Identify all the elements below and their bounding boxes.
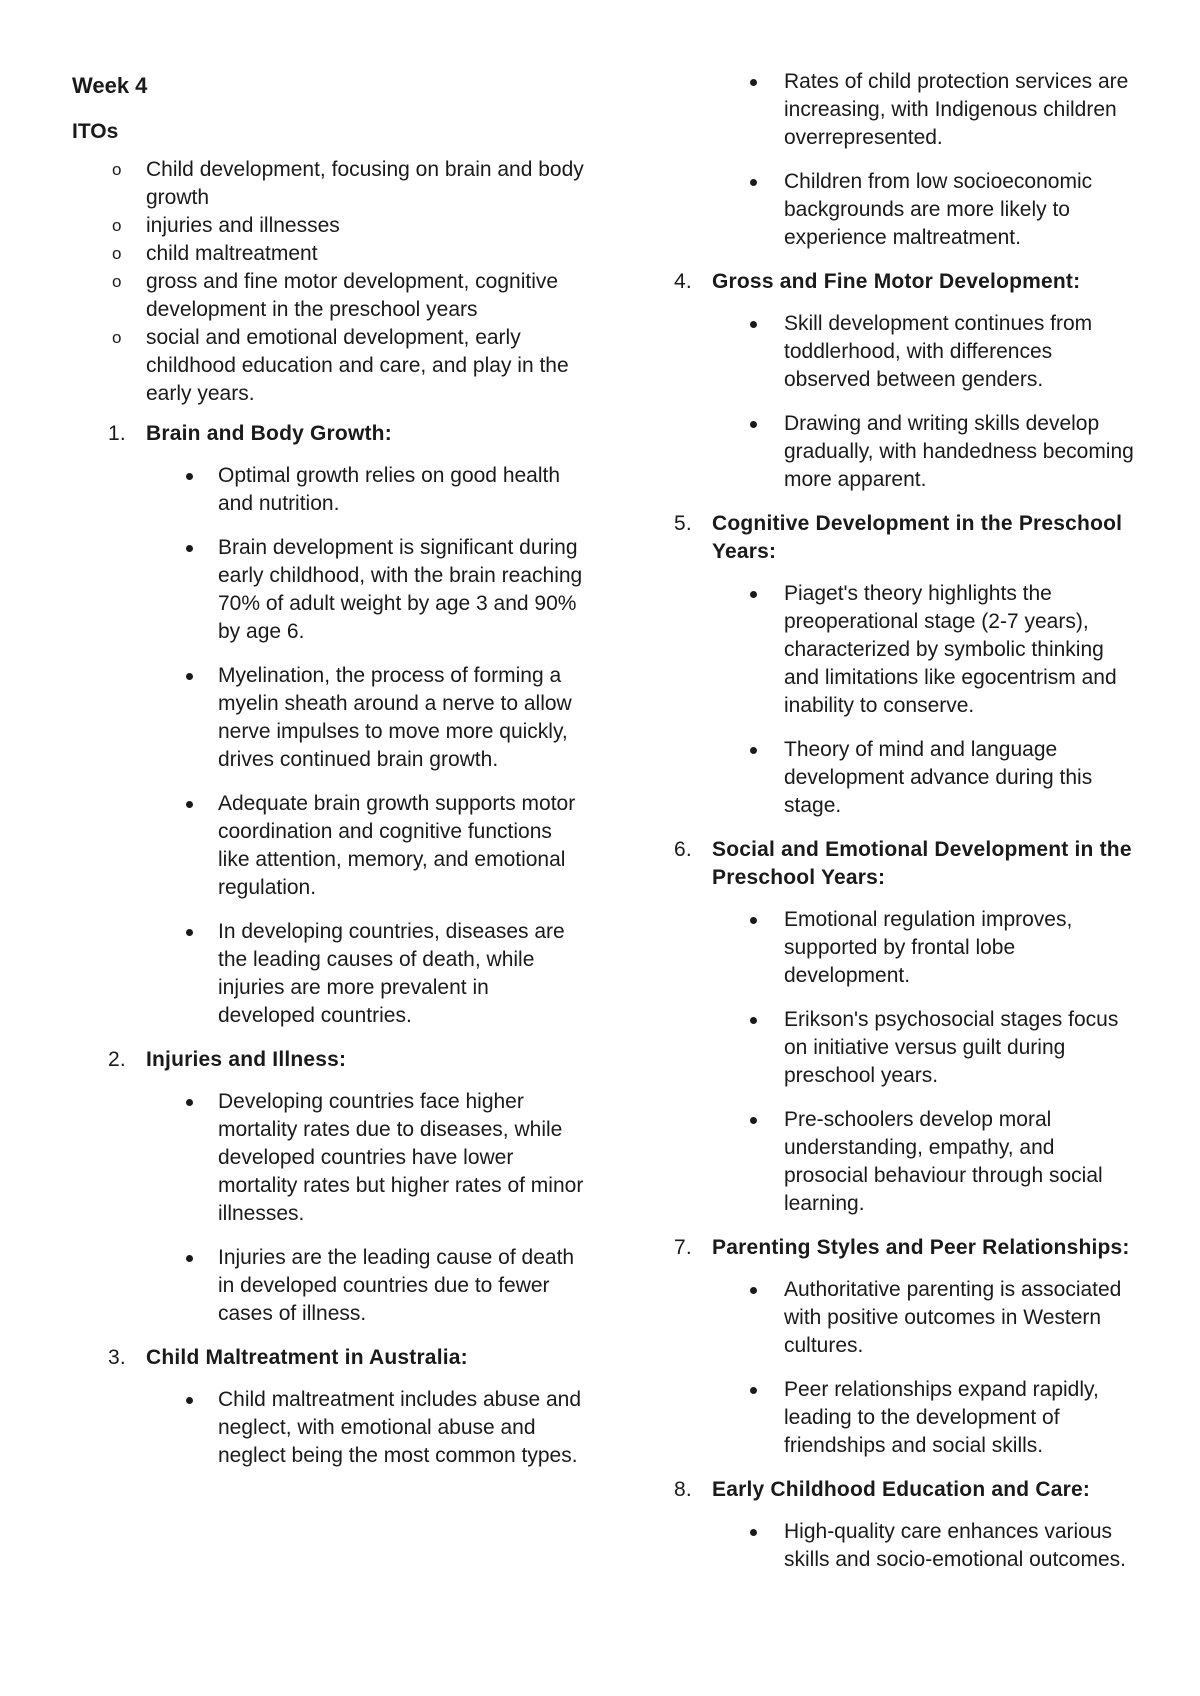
bullet-icon [750,1529,757,1536]
itos-list [72,156,592,408]
bullet-list [72,1386,592,1470]
list-item: Piaget's theory highlights the preoperational stage (2-7 years), characterized by symbolic thinking and limitations like egocentrism and inability to conserve. [672,580,1142,720]
section-heading [672,836,1142,892]
bullet-icon [186,929,193,936]
list-item: Myelination, the process of forming a myelin sheath around a nerve to allow nerve impulses to move more quickly, drives continued brain growth. [72,662,592,774]
list-item: High-quality care enhances various skills and socio-emotional outcomes. [672,1518,1142,1574]
list-item: Skill development continues from toddlerhood, with differences observed between genders. [672,310,1142,394]
bullet-icon [750,1117,757,1124]
section-heading [672,268,1142,296]
section-heading [672,1476,1142,1504]
section-title: Child Maltreatment in Australia: [146,1346,468,1369]
itos-item: o social and emotional development, early childhood education and care, and play in the early years. [112,326,569,405]
bullet-list [672,68,1142,252]
right-column [672,68,1142,1590]
section-title: Social and Emotional Development in the Preschool Years: [712,838,1132,889]
section-heading [72,420,592,448]
section-parenting-peers [672,1234,1142,1460]
bullet-icon [750,421,757,428]
bullet-list [672,580,1142,820]
section-heading [72,1344,592,1372]
bullet-icon [750,917,757,924]
section-number: 8. [674,1478,692,1501]
bullet-icon [750,591,757,598]
bullet-list [672,906,1142,1218]
section-child-maltreatment [72,1344,592,1470]
list-item: Injuries are the leading cause of death in developed countries due to fewer cases of illness. [72,1244,592,1328]
bullet-icon [750,1387,757,1394]
section-number: 1. [108,422,126,445]
section-child-maltreatment-continued [672,68,1142,252]
list-item: Developing countries face higher mortality rates due to diseases, while developed countries have lower mortality rates but higher rates of minor illnesses. [72,1088,592,1228]
section-number: 6. [674,838,692,861]
hollow-bullet-icon: o [112,328,122,347]
list-item: Brain development is significant during early childhood, with the brain reaching 70% of adult weight by age 3 and 90% by age 6. [72,534,592,646]
section-heading [672,1234,1142,1262]
section-title: Gross and Fine Motor Development: [712,270,1081,293]
bullet-icon [186,1397,193,1404]
section-title: Brain and Body Growth: [146,422,392,445]
bullet-list [672,1276,1142,1460]
section-title: Parenting Styles and Peer Relationships: [712,1236,1130,1259]
list-item: Erikson's psychosocial stages focus on initiative versus guilt during preschool years. [672,1006,1142,1090]
list-item: Optimal growth relies on good health and nutrition. [72,462,592,518]
hollow-bullet-icon: o [112,244,122,263]
list-item: Adequate brain growth supports motor coordination and cognitive functions like attention, memory, and emotional regulation. [72,790,592,902]
list-item: Peer relationships expand rapidly, leading to the development of friendships and social skills. [672,1376,1142,1460]
section-number: 5. [674,512,692,535]
section-cognitive-development [672,510,1142,820]
list-item: Pre-schoolers develop moral understanding, empathy, and prosocial behaviour through social learning. [672,1106,1142,1218]
list-item: Drawing and writing skills develop gradually, with handedness becoming more apparent. [672,410,1142,494]
section-number: 4. [674,270,692,293]
bullet-list [672,1518,1142,1574]
list-item: Authoritative parenting is associated with positive outcomes in Western cultures. [672,1276,1142,1360]
section-title: Early Childhood Education and Care: [712,1478,1091,1501]
itos-item: o Child development, focusing on brain and body growth [112,158,584,209]
bullet-list [72,1088,592,1328]
section-brain-body-growth [72,420,592,1030]
bullet-icon [750,1017,757,1024]
list-item: In developing countries, diseases are the leading causes of death, while injuries are more prevalent in developed countries. [72,918,592,1030]
bullet-icon [186,1099,193,1106]
bullet-icon [186,473,193,480]
bullet-icon [750,321,757,328]
bullet-icon [186,545,193,552]
section-number: 7. [674,1236,692,1259]
itos-item: o gross and fine motor development, cognitive development in the preschool years [112,270,559,321]
page-title: Week 4 [72,73,148,98]
section-number: 3. [108,1346,126,1369]
section-heading [672,510,1142,566]
bullet-icon [186,1255,193,1262]
section-heading [72,1046,592,1074]
list-item: Theory of mind and language development advance during this stage. [672,736,1142,820]
bullet-icon [750,1287,757,1294]
bullet-icon [186,673,193,680]
bullet-icon [750,79,757,86]
hollow-bullet-icon: o [112,272,122,291]
section-motor-development [672,268,1142,494]
section-title: Injuries and Illness: [146,1048,347,1071]
itos-item: o injuries and illnesses [72,212,592,240]
list-item: Children from low socioeconomic backgrounds are more likely to experience maltreatment. [672,168,1142,252]
left-column [72,68,592,1486]
list-item: Rates of child protection services are increasing, with Indigenous children overrepresented. [672,68,1142,152]
hollow-bullet-icon: o [112,160,122,179]
bullet-list [72,462,592,1030]
hollow-bullet-icon: o [112,216,122,235]
list-item: Child maltreatment includes abuse and neglect, with emotional abuse and neglect being the most common types. [72,1386,592,1470]
section-injuries-illness [72,1046,592,1328]
itos-heading: ITOs [72,120,119,143]
bullet-icon [750,747,757,754]
bullet-icon [186,801,193,808]
section-title: Cognitive Development in the Preschool Years: [712,512,1123,563]
list-item: Emotional regulation improves, supported by frontal lobe development. [672,906,1142,990]
bullet-icon [750,179,757,186]
bullet-list [672,310,1142,494]
itos-item: o child maltreatment [72,240,592,268]
section-social-emotional [672,836,1142,1218]
section-early-childhood-education [672,1476,1142,1574]
section-number: 2. [108,1048,126,1071]
